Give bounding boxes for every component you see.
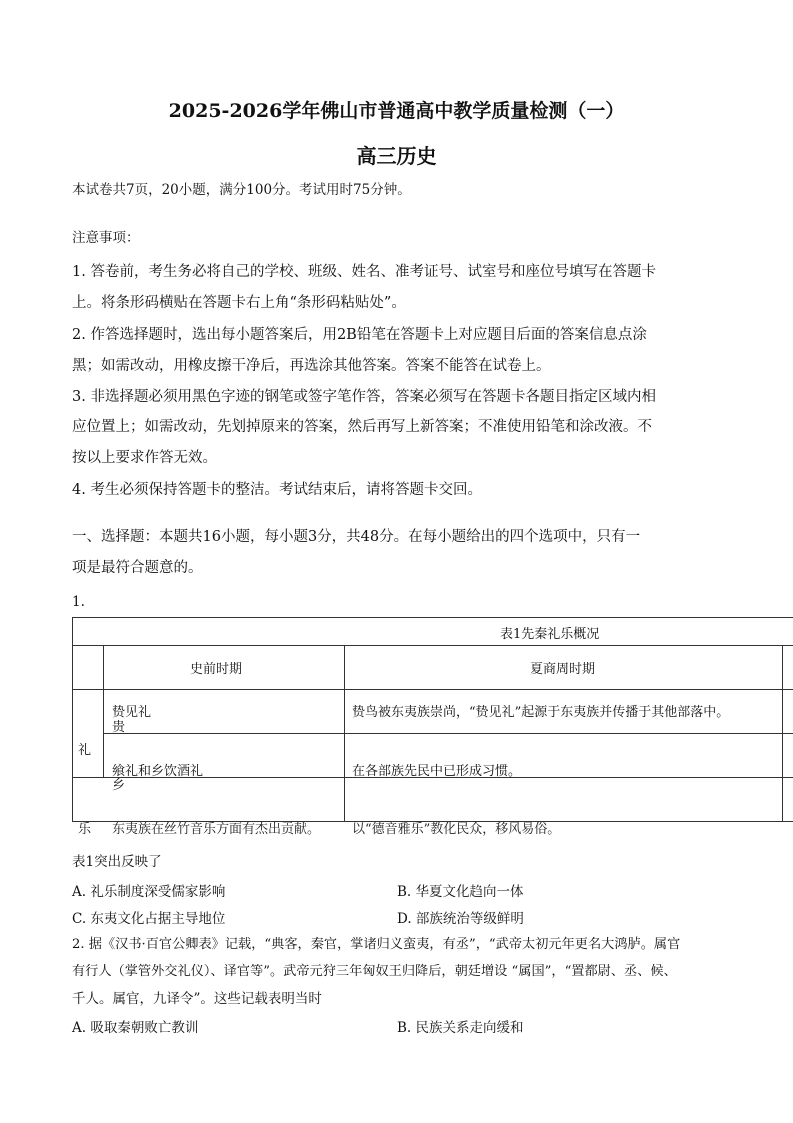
exam-title: 2025-2026学年佛山市普通高中教学质量检测（一） bbox=[168, 100, 625, 122]
table-r1-c1-sub: 贵 bbox=[112, 720, 126, 735]
q1-option-b: B. 华夏文化趋向一体 bbox=[397, 884, 524, 900]
question-2-line-3: 千人。属官，九译令”。这些记载表明当时 bbox=[72, 991, 322, 1007]
table-r2-c2: 在各部族先民中已形成习惯。 bbox=[352, 764, 522, 779]
table-rule bbox=[72, 645, 793, 646]
notice-line-3: 2. 作答选择题时，选出每小题答案后，用2B铅笔在答题卡上对应题目后面的答案信息点涂 bbox=[72, 327, 647, 343]
notice-line-5: 3. 非选择题必须用黑色字迹的钢笔或签字笔作答，答案必须写在答题卡各题目指定区域内相 bbox=[72, 389, 656, 405]
table-r1-c2: 贽鸟被东夷族崇尚，“贽见礼”起源于东夷族并传播于其他部落中。 bbox=[352, 705, 730, 720]
notice-line-4: 黑；如需改动，用橡皮擦干净后，再选涂其他答案。答案不能答在试卷上。 bbox=[72, 358, 551, 374]
table-r2-c1-sub: 乡 bbox=[112, 778, 126, 793]
table-row-label-li: 礼 bbox=[78, 743, 92, 758]
table-header-prehistoric: 史前时期 bbox=[190, 662, 243, 677]
table-r1-c1: 贽见礼 bbox=[112, 705, 152, 720]
question-2-line-1: 2. 据《汉书·百官公卿表》记载，“典客，秦官，掌诸归义蛮夷，有丞”，“武帝太初元年更名大鸿胪。属官 bbox=[72, 937, 681, 952]
table-header-xia-shang-zhou: 夏商周时期 bbox=[530, 662, 596, 677]
table-r3-c2: 以“德音雅乐”教化民众，移风易俗。 bbox=[352, 822, 561, 837]
question-2-line-2: 有行人（掌管外交礼仪）、译官等”。武帝元狩三年匈奴王归降后，朝廷增设 “属国”，“置都尉、丞、候、 bbox=[72, 964, 677, 979]
q2-option-b: B. 民族关系走向缓和 bbox=[397, 1020, 524, 1036]
notice-line-6: 应位置上；如需改动，先划掉原来的答案，然后再写上新答案；不准使用铅笔和涂改液。不 bbox=[72, 419, 652, 435]
q1-option-c: C. 东夷文化占据主导地位 bbox=[72, 911, 226, 927]
table-r3-c1: 东夷族在丝竹音乐方面有杰出贡献。 bbox=[112, 822, 321, 837]
notice-line-1: 1. 答卷前，考生务必将自己的学校、班级、姓名、准考证号、试室号和座位号填写在答题卡 bbox=[72, 264, 656, 280]
q1-option-a: A. 礼乐制度深受儒家影响 bbox=[72, 884, 226, 900]
table-r2-c1: 飨礼和乡饮酒礼 bbox=[112, 764, 204, 779]
notice-line-2: 上。将条形码横贴在答题卡右上角“条形码粘贴处”。 bbox=[72, 295, 406, 311]
question-1-number: 1. bbox=[72, 594, 85, 610]
notice-heading: 注意事项： bbox=[72, 230, 140, 246]
table-rule bbox=[72, 617, 73, 822]
table-rule bbox=[344, 645, 345, 822]
notice-line-8: 4. 考生必须保持答题卡的整洁。考试结束后，请将答题卡交回。 bbox=[72, 482, 482, 498]
exam-subject: 高三历史 bbox=[356, 144, 437, 168]
section1-line-2: 项是最符合题意的。 bbox=[72, 560, 203, 576]
table-caption: 表1先秦礼乐概况 bbox=[500, 627, 600, 642]
q1-option-d: D. 部族统治等级鲜明 bbox=[397, 911, 524, 927]
table-rule bbox=[782, 645, 783, 822]
section1-line-1: 一、选择题：本题共16小题，每小题3分，共48分。在每小题给出的四个选项中，只有一 bbox=[72, 529, 641, 545]
table-rule bbox=[72, 617, 793, 618]
table-row-label-yue: 乐 bbox=[78, 822, 92, 837]
question-1-stem: 表1突出反映了 bbox=[72, 854, 162, 870]
table-rule bbox=[72, 689, 793, 690]
ritual-music-table bbox=[72, 617, 793, 822]
table-rule bbox=[103, 733, 793, 734]
notice-line-7: 按以上要求作答无效。 bbox=[72, 450, 217, 466]
q2-option-a: A. 吸取秦朝败亡教训 bbox=[72, 1020, 199, 1036]
table-rule bbox=[103, 645, 104, 777]
exam-intro: 本试卷共7页，20小题，满分100分。考试用时75分钟。 bbox=[72, 182, 411, 198]
